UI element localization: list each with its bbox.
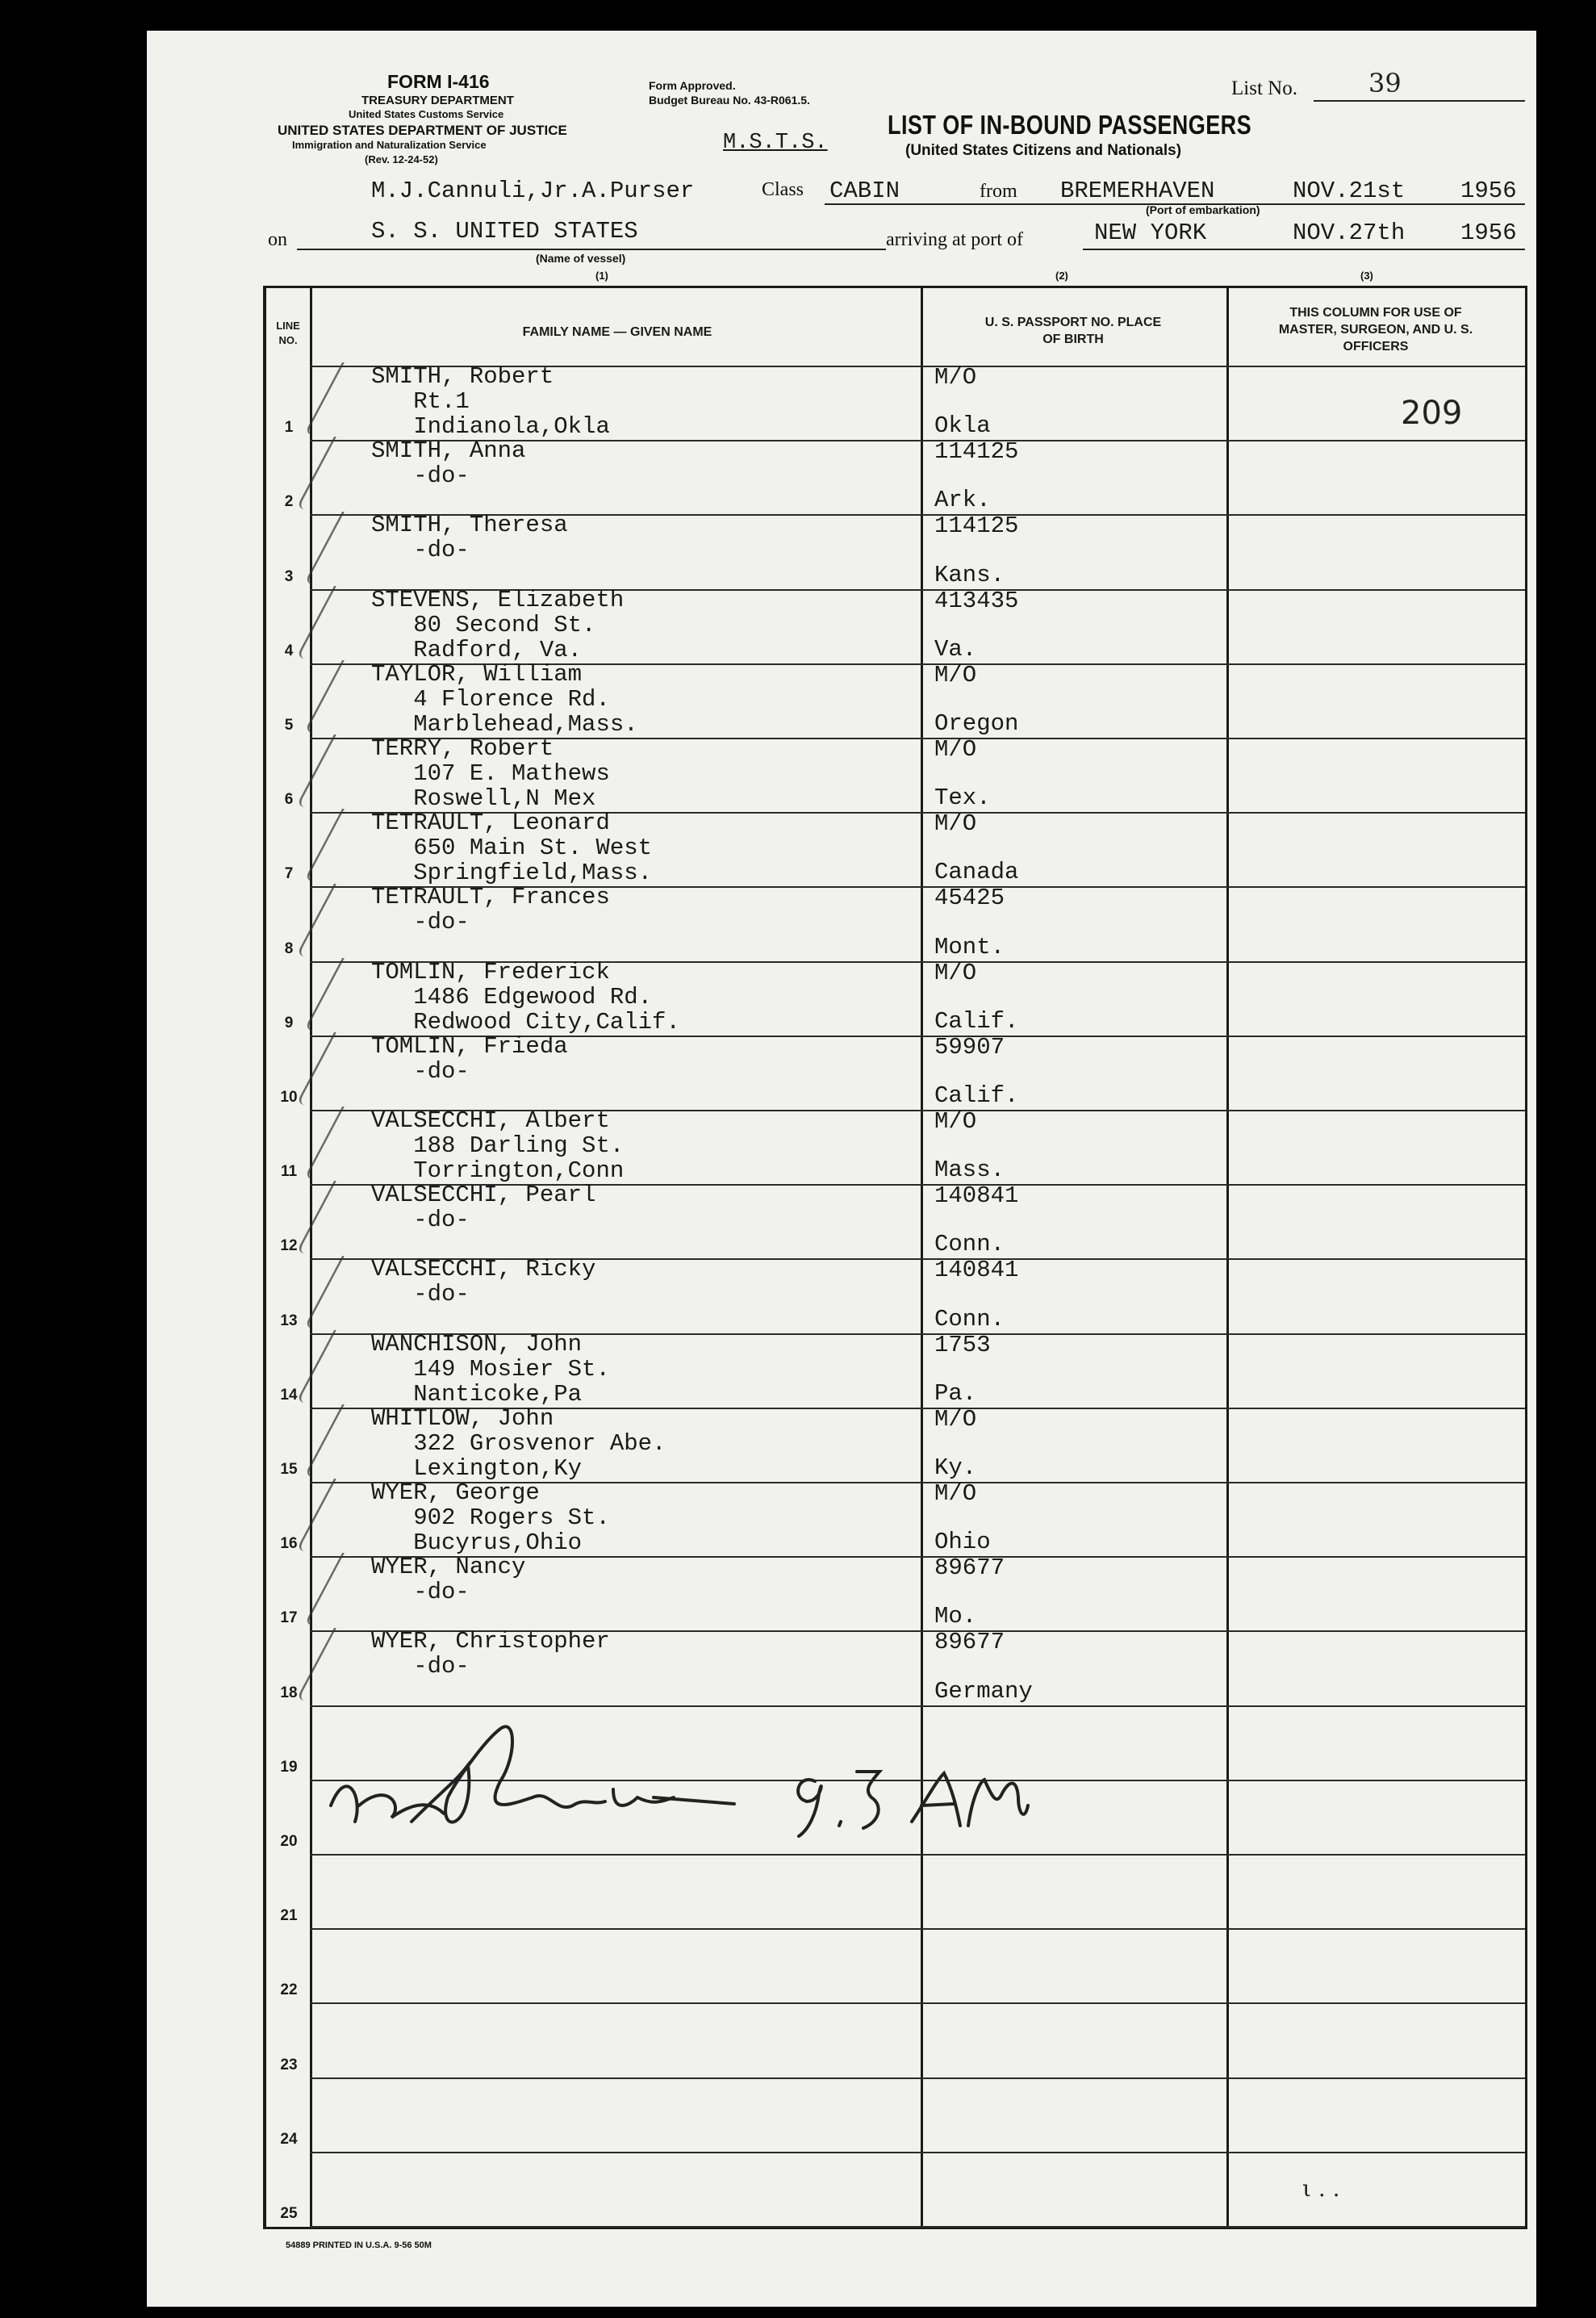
passenger-address-line: 4 Florence Rd.: [371, 685, 610, 713]
form-title: LIST OF IN-BOUND PASSENGERS: [888, 110, 1252, 140]
place-of-birth: Okla: [934, 412, 991, 440]
place-of-birth: Conn.: [934, 1231, 1005, 1258]
passenger-name-address: [371, 1182, 595, 1232]
passenger-name-address: [371, 1406, 666, 1481]
passenger-name-address: [371, 960, 680, 1035]
row-rule: [310, 2152, 1525, 2153]
passport-number: M/O: [934, 364, 977, 391]
line-number: 4: [284, 642, 294, 659]
form-subtitle: (United States Citizens and Nationals): [905, 142, 1182, 159]
line-number: 7: [284, 865, 294, 883]
passenger-name: WANCHISON, John: [371, 1330, 583, 1358]
table-row: [266, 958, 1525, 1036]
line-number: 13: [280, 1312, 298, 1329]
passenger-name: VALSECCHI, Pearl: [371, 1182, 596, 1209]
place-of-birth: Kans.: [934, 561, 1005, 588]
approval-line-2: Budget Bureau No. 43-R061.5.: [649, 94, 810, 107]
place-of-birth: Mo.: [934, 1603, 977, 1630]
passenger-name: SMITH, Theresa: [371, 512, 568, 539]
table-row: [266, 1032, 1525, 1110]
class-label: Class: [762, 179, 804, 200]
passenger-table: [263, 286, 1527, 2229]
passenger-name-address: [371, 1480, 610, 1555]
passenger-name: VALSECCHI, Ricky: [371, 1256, 596, 1283]
place-of-birth: Ky.: [934, 1454, 977, 1481]
passenger-address-line: Torrington,Conn: [371, 1157, 625, 1184]
passport-number: 114125: [934, 513, 1019, 540]
dept-line-4: Immigration and Naturalization Service: [292, 139, 487, 151]
passenger-address-line: Rt.1: [371, 388, 470, 415]
passenger-address-line: 188 Darling St.: [371, 1132, 625, 1159]
passenger-address-line: Bucyrus,Ohio: [371, 1529, 583, 1556]
passenger-name: TETRAULT, Frances: [371, 884, 610, 911]
passport-number: 59907: [934, 1033, 1005, 1061]
table-row: [266, 735, 1525, 812]
passport-number: M/O: [934, 1480, 977, 1507]
table-row: [266, 363, 1525, 440]
passenger-name: TOMLIN, Frederick: [371, 958, 610, 985]
place-of-birth: Conn.: [934, 1305, 1005, 1333]
passenger-address-line: Nanticoke,Pa: [371, 1380, 583, 1408]
list-no-value: 39: [1368, 68, 1402, 98]
passenger-address-line: 1486 Edgewood Rd.: [371, 983, 653, 1010]
passport-number: 1753: [934, 1331, 991, 1358]
table-row: [266, 1184, 1525, 1258]
table-row: [266, 514, 1525, 588]
place-of-birth: Pa.: [934, 1379, 977, 1407]
port-of-embarkation: BREMERHAVEN: [1060, 178, 1215, 204]
passenger-address-line: 80 Second St.: [371, 611, 596, 638]
from-label: from: [980, 181, 1017, 202]
table-row: [266, 886, 1525, 960]
place-of-birth: Calif.: [934, 1082, 1019, 1109]
arriving-line: [1083, 249, 1525, 250]
place-of-birth: Mont.: [934, 933, 1005, 960]
header-officers: THIS COLUMN FOR USE OF MASTER, SURGEON, AND U. S. OFFICERS: [1278, 306, 1473, 354]
vessel-caption: (Name of vessel): [536, 252, 626, 265]
table-row: [266, 1479, 1525, 1556]
passenger-address-line: -do-: [371, 537, 470, 564]
line-number: 12: [280, 1237, 298, 1255]
passenger-name-address: [371, 1629, 610, 1679]
col-num-2: (2): [1055, 270, 1068, 282]
vessel-line: [297, 249, 886, 250]
passenger-address-line: 107 E. Mathews: [371, 760, 610, 787]
table-row: [266, 1330, 1525, 1408]
table-row: [266, 1107, 1525, 1184]
passenger-address-line: Indianola,Okla: [371, 413, 610, 440]
place-of-birth: Germany: [934, 1677, 1033, 1705]
passenger-name: WHITLOW, John: [371, 1404, 554, 1432]
place-of-birth: Canada: [934, 859, 1019, 886]
passenger-name: WYER, George: [371, 1479, 540, 1506]
row-rule: [310, 2002, 1525, 2004]
passport-number: 140841: [934, 1257, 1019, 1284]
msts-label: M.S.T.S.: [723, 131, 828, 155]
passenger-name: TETRAULT, Leonard: [371, 810, 610, 837]
officer-note: 209: [1401, 395, 1463, 432]
line-number: 1: [284, 419, 294, 437]
passenger-name-address: [371, 885, 610, 935]
line-number: 20: [280, 1833, 298, 1850]
passenger-address-line: Marblehead,Mass.: [371, 710, 638, 738]
line-number: 24: [280, 2130, 298, 2148]
passenger-name: SMITH, Anna: [371, 437, 526, 465]
place-of-birth: Ark.: [934, 487, 991, 514]
table-row: [266, 660, 1525, 738]
passenger-name-address: [371, 810, 652, 885]
approval-line-1: Form Approved.: [649, 79, 736, 92]
arrival-year: 1956: [1460, 220, 1517, 246]
passenger-name: VALSECCHI, Albert: [371, 1107, 610, 1134]
passport-number: M/O: [934, 661, 977, 688]
list-no-label: List No.: [1231, 77, 1297, 99]
passport-number: 89677: [934, 1629, 1005, 1656]
passenger-name-address: [371, 736, 610, 811]
passenger-address-line: -do-: [371, 1281, 470, 1308]
passenger-address-line: Springfield,Mass.: [371, 860, 653, 887]
col-num-3: (3): [1360, 270, 1373, 282]
passport-number: 45425: [934, 885, 1005, 912]
header-name: FAMILY NAME — GIVEN NAME: [522, 325, 712, 339]
footer-print-note: 54889 PRINTED IN U.S.A. 9-56 50M: [286, 2241, 432, 2250]
passport-number: 413435: [934, 587, 1019, 614]
table-row: [266, 1404, 1525, 1482]
table-row: [266, 1556, 1525, 1630]
passenger-address-line: -do-: [371, 462, 470, 490]
arrival-port: NEW YORK: [1094, 220, 1207, 246]
passenger-address-line: Radford, Va.: [371, 636, 583, 663]
table-row: [266, 437, 1525, 514]
passport-number: 114125: [934, 438, 1019, 466]
line-number: 14: [280, 1386, 298, 1404]
place-of-birth: Ohio: [934, 1529, 991, 1556]
manifest-page: [147, 31, 1536, 2307]
line-number: 3: [284, 567, 294, 585]
passenger-name-address: [371, 662, 638, 737]
header-line-no: LINE NO.: [276, 320, 300, 346]
line-number: 6: [284, 791, 294, 809]
place-of-birth: Calif.: [934, 1007, 1019, 1035]
passenger-name: TERRY, Robert: [371, 735, 554, 762]
line-number: 16: [280, 1535, 298, 1553]
passenger-name: WYER, Nancy: [371, 1554, 526, 1581]
header-passport: U. S. PASSPORT NO. PLACE OF BIRTH: [984, 316, 1162, 346]
passenger-address-line: 650 Main St. West: [371, 835, 653, 862]
passenger-address-line: -do-: [371, 1057, 470, 1085]
purser-name: M.J.Cannuli,Jr.A.Purser: [371, 178, 695, 204]
passenger-name-address: [371, 588, 624, 663]
passenger-name-address: [371, 1108, 624, 1183]
line-number: 9: [284, 1014, 294, 1031]
passenger-address-line: 902 Rogers St.: [371, 1504, 610, 1531]
passenger-address-line: Redwood City,Calif.: [371, 1008, 680, 1036]
passport-number: M/O: [934, 1405, 977, 1433]
passenger-name-address: [371, 1332, 610, 1407]
passenger-name-address: [371, 1257, 595, 1307]
passenger-address-line: -do-: [371, 1207, 470, 1234]
from-line: [1034, 203, 1525, 205]
line-number: 8: [284, 939, 294, 957]
line-number: 10: [280, 1088, 298, 1106]
place-of-birth: Oregon: [934, 709, 1019, 737]
passport-number: 140841: [934, 1182, 1019, 1210]
passenger-address-line: 149 Mosier St.: [371, 1355, 610, 1383]
passenger-address-line: Roswell,N Mex: [371, 785, 596, 812]
passenger-name-address: [371, 513, 568, 563]
table-row: [266, 812, 1525, 886]
line-number: 23: [280, 2056, 298, 2073]
line-number: 5: [284, 716, 294, 734]
table-row: [266, 1258, 1525, 1333]
stray-mark: ι . .: [1302, 2175, 1340, 2202]
col-num-1: (1): [595, 270, 608, 282]
row-rule: [310, 1854, 1525, 1856]
embarkation-caption: (Port of embarkation): [1146, 203, 1260, 216]
row-rule: [310, 2077, 1525, 2079]
list-no-line: [1314, 100, 1525, 102]
dept-line-3: UNITED STATES DEPARTMENT OF JUSTICE: [278, 123, 567, 138]
passport-number: M/O: [934, 736, 977, 763]
arriving-label: arriving at port of: [886, 229, 1023, 250]
passenger-address-line: 322 Grosvenor Abe.: [371, 1429, 666, 1457]
arrival-date: NOV.27th: [1293, 220, 1406, 246]
on-label: on: [268, 229, 287, 250]
line-number: 19: [280, 1758, 298, 1776]
embarkation-year: 1956: [1460, 178, 1517, 204]
vessel-name: S. S. UNITED STATES: [371, 218, 638, 245]
passenger-name: TAYLOR, William: [371, 660, 583, 688]
line-number: 17: [280, 1609, 298, 1627]
dept-line-2: United States Customs Service: [349, 108, 504, 120]
embarkation-date: NOV.21st: [1293, 178, 1406, 204]
line-number: 11: [280, 1163, 298, 1181]
passenger-address-line: Lexington,Ky: [371, 1454, 583, 1482]
line-number: 25: [280, 2205, 298, 2222]
row-rule: [310, 1928, 1525, 1930]
class-value: CABIN: [829, 178, 900, 204]
line-number: 21: [280, 1907, 298, 1925]
line-number: 18: [280, 1684, 298, 1701]
line-number: 22: [280, 1981, 298, 1999]
place-of-birth: Tex.: [934, 785, 991, 812]
table-row: [266, 586, 1525, 663]
passenger-address-line: -do-: [371, 1653, 470, 1680]
passenger-name-address: [371, 1034, 568, 1084]
passenger-name-address: [371, 364, 610, 439]
row-rule: [310, 2226, 1525, 2228]
passport-number: 89677: [934, 1554, 1005, 1582]
dept-line-5: (Rev. 12-24-52): [365, 153, 438, 165]
passenger-name: SMITH, Robert: [371, 363, 554, 390]
passenger-name: WYER, Christopher: [371, 1628, 610, 1655]
dept-line-1: TREASURY DEPARTMENT: [361, 94, 514, 107]
passenger-address-line: -do-: [371, 1579, 470, 1606]
passport-number: M/O: [934, 959, 977, 986]
passenger-name-address: [371, 438, 525, 488]
place-of-birth: Mass.: [934, 1157, 1005, 1184]
passenger-address-line: -do-: [371, 909, 470, 936]
passport-number: M/O: [934, 810, 977, 838]
place-of-birth: Va.: [934, 635, 977, 663]
passenger-name: STEVENS, Elizabeth: [371, 586, 625, 613]
passport-number: M/O: [934, 1108, 977, 1135]
inspector-signature: [315, 1684, 1057, 1846]
line-number: 2: [284, 493, 294, 511]
line-number: 15: [280, 1460, 298, 1478]
form-number: FORM I-416: [387, 71, 490, 92]
passenger-name: TOMLIN, Frieda: [371, 1032, 568, 1060]
